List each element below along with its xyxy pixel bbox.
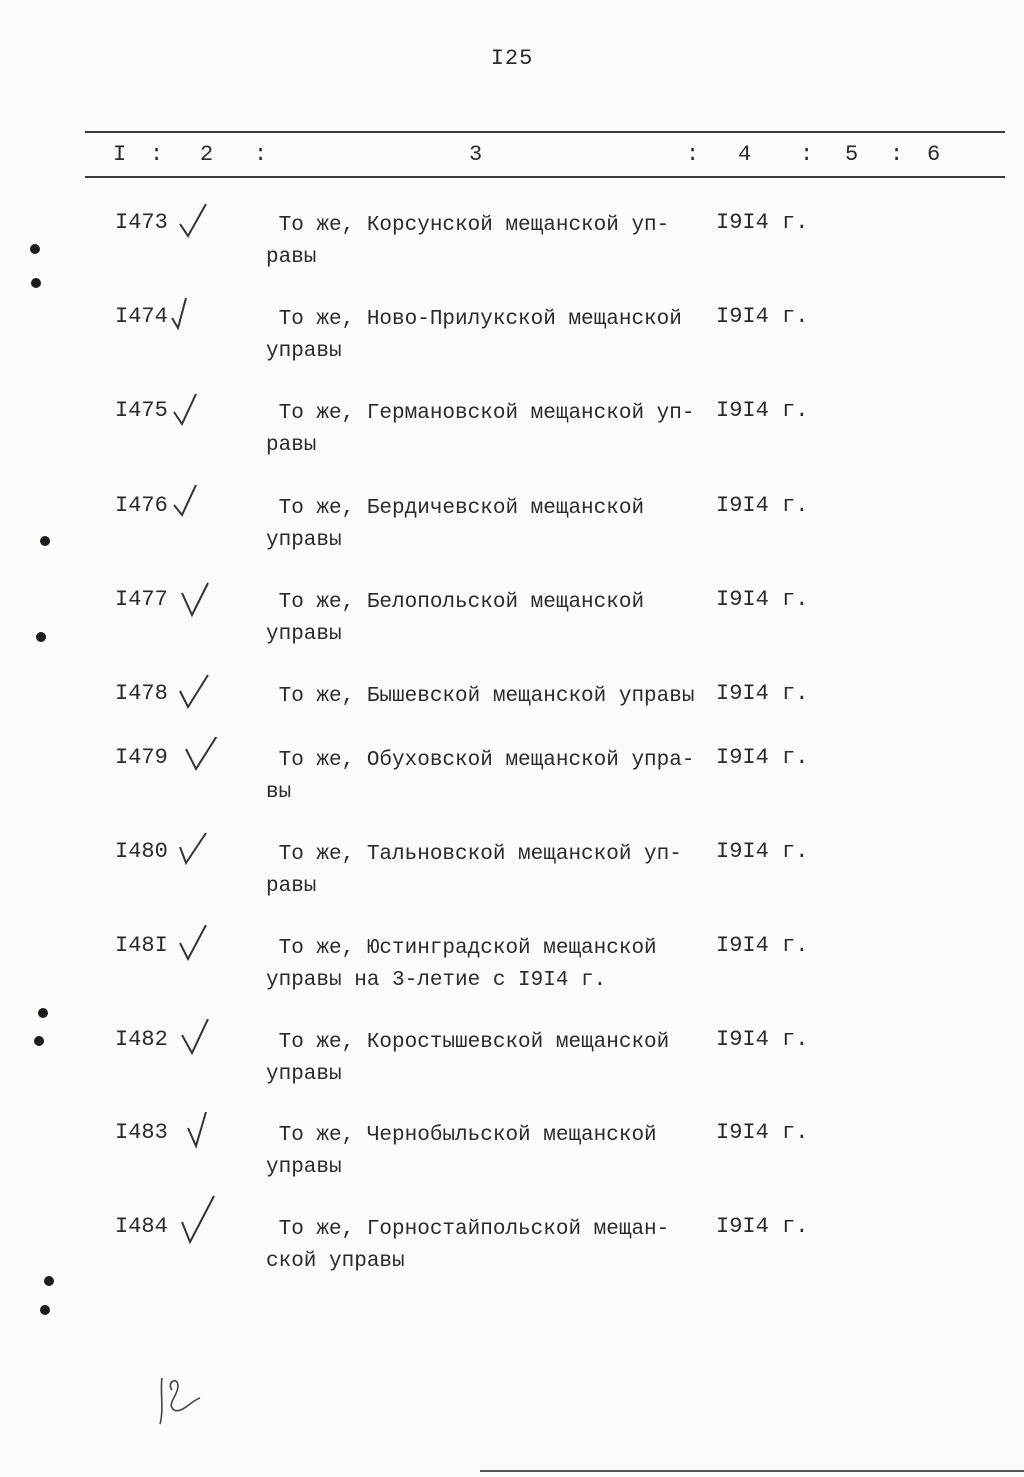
binding-hole [31, 278, 41, 288]
entry-description: То же, Корсунской мещанской уп- равы [266, 214, 670, 269]
checkmark-icon [176, 579, 220, 619]
entry-number: I476 [115, 493, 168, 518]
entry-description: То же, Ново-Прилукской мещанской управы [266, 308, 682, 363]
entry-year: I9I4 г. [716, 681, 809, 706]
column-separator: : [800, 142, 814, 167]
entry-number: I48I [115, 933, 168, 958]
entry-description: То же, Обуховской мещанской упра- вы [266, 749, 695, 804]
checkmark-icon [176, 925, 220, 965]
entry-year: I9I4 г. [716, 493, 809, 518]
entry-year: I9I4 г. [716, 398, 809, 423]
checkmark-icon [176, 1019, 220, 1059]
binding-hole [44, 1276, 54, 1286]
checkmark-icon [178, 1192, 222, 1248]
entry-description: То же, Горностайпольской мещан- ской управы [266, 1218, 670, 1273]
entry-number: I473 [115, 210, 168, 235]
checkmark-icon [176, 673, 220, 713]
entry-year: I9I4 г. [716, 587, 809, 612]
entry-number: I483 [115, 1120, 168, 1145]
column-separator: : [254, 142, 268, 167]
entry-year: I9I4 г. [716, 304, 809, 329]
checkmark-icon [176, 831, 220, 871]
binding-hole [30, 244, 40, 254]
checkmark-icon [168, 296, 212, 336]
column-separator: : [686, 142, 700, 167]
entry-year: I9I4 г. [716, 1027, 809, 1052]
page-number: I25 [490, 46, 534, 71]
entry-number: I478 [115, 681, 168, 706]
checkmark-icon [176, 202, 220, 242]
entry-number: I475 [115, 398, 168, 423]
entry-number: I477 [115, 587, 168, 612]
checkmark-icon [182, 737, 226, 777]
binding-hole [38, 1008, 48, 1018]
entry-description: То же, Юстинградской мещанской управы на 3-летие с I9I4 г. [266, 937, 657, 992]
binding-hole [34, 1036, 44, 1046]
entry-number: I482 [115, 1027, 168, 1052]
column-header-4: 4 [738, 142, 752, 167]
entry-description: То же, Чернобыльской мещанской управы [266, 1124, 657, 1179]
entry-year: I9I4 г. [716, 839, 809, 864]
column-header-1: I [113, 142, 127, 167]
checkmark-icon [170, 390, 214, 430]
column-header-3: 3 [469, 142, 483, 167]
column-header-2: 2 [200, 142, 214, 167]
entry-number: I484 [115, 1214, 168, 1239]
binding-hole [36, 632, 46, 642]
entry-number: I474 [115, 304, 168, 329]
checkmark-icon [184, 1112, 228, 1152]
checkmark-icon [170, 485, 214, 525]
binding-hole [40, 536, 50, 546]
entry-number: I479 [115, 745, 168, 770]
entry-number: I480 [115, 839, 168, 864]
entry-description: То же, Бердичевской мещанской управы [266, 497, 645, 552]
binding-hole [40, 1305, 50, 1315]
table-top-rule [85, 131, 1005, 133]
entry-description: То же, Тальновской мещанской уп- равы [266, 843, 682, 898]
column-separator: : [890, 142, 904, 167]
table-header-bottom-rule [85, 176, 1005, 178]
handwritten-signature-icon [152, 1370, 212, 1430]
entry-description: То же, Бышевской мещанской управы [266, 685, 695, 708]
entry-year: I9I4 г. [716, 1214, 809, 1239]
entry-year: I9I4 г. [716, 745, 809, 770]
entry-year: I9I4 г. [716, 1120, 809, 1145]
column-separator: : [150, 142, 164, 167]
column-header-5: 5 [845, 142, 859, 167]
column-header-6: 6 [927, 142, 941, 167]
page-bottom-edge [480, 1470, 1024, 1472]
entry-description: То же, Коростышевской мещанской управы [266, 1031, 670, 1086]
entry-year: I9I4 г. [716, 933, 809, 958]
entry-description: То же, Германовской мещанской уп- равы [266, 402, 695, 457]
entry-year: I9I4 г. [716, 210, 809, 235]
entry-description: То же, Белопольской мещанской управы [266, 591, 645, 646]
